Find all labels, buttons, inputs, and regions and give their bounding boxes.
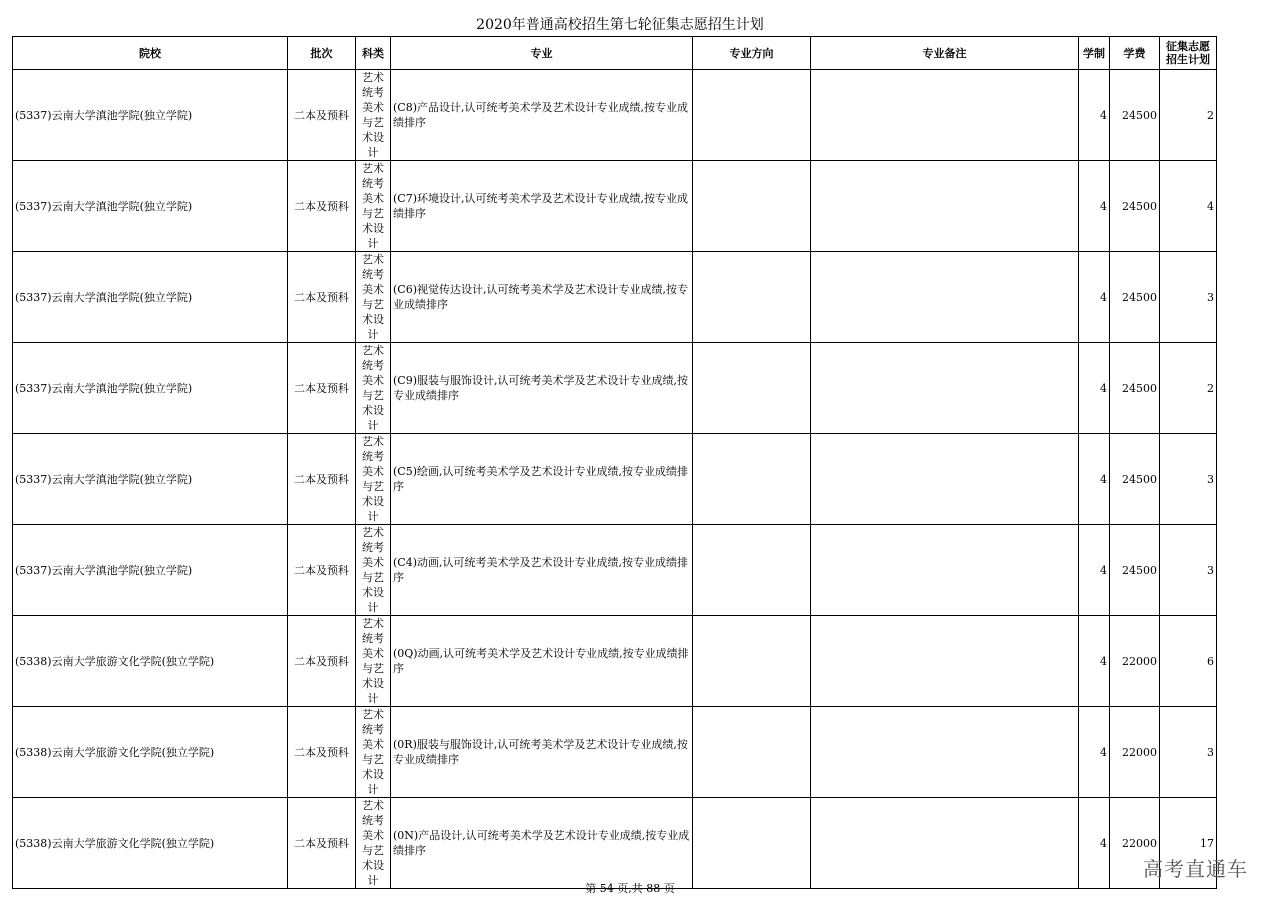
cell-plan: 2	[1160, 343, 1217, 434]
cell-category: 艺术统考美术与艺术设计	[356, 798, 391, 889]
cell-duration: 4	[1079, 798, 1110, 889]
cell-plan: 3	[1160, 252, 1217, 343]
table-row	[13, 434, 1217, 525]
cell-category: 艺术统考美术与艺术设计	[356, 707, 391, 798]
cell-remarks	[811, 616, 1079, 707]
cell-duration: 4	[1079, 707, 1110, 798]
cell-direction	[693, 252, 811, 343]
watermark-text: 高考直通车	[1143, 857, 1248, 881]
cell-direction	[693, 616, 811, 707]
cell-tuition: 22000	[1110, 707, 1160, 798]
cell-major: (0R)服装与服饰设计,认可统考美术学及艺术设计专业成绩,按专业成绩排序	[391, 707, 693, 798]
table-row	[13, 707, 1217, 798]
cell-major: (C4)动画,认可统考美术学及艺术设计专业成绩,按专业成绩排序	[391, 525, 693, 616]
cell-major: (0Q)动画,认可统考美术学及艺术设计专业成绩,按专业成绩排序	[391, 616, 693, 707]
cell-batch: 二本及预科	[288, 525, 356, 616]
table-row	[13, 525, 1217, 616]
cell-direction	[693, 434, 811, 525]
table-row	[13, 252, 1217, 343]
cell-school: (5337)云南大学滇池学院(独立学院)	[13, 70, 288, 161]
cell-remarks	[811, 252, 1079, 343]
cell-direction	[693, 707, 811, 798]
table-row	[13, 616, 1217, 707]
cell-category: 艺术统考美术与艺术设计	[356, 161, 391, 252]
cell-direction	[693, 343, 811, 434]
cell-duration: 4	[1079, 161, 1110, 252]
cell-tuition: 24500	[1110, 161, 1160, 252]
cell-tuition: 24500	[1110, 434, 1160, 525]
cell-tuition: 24500	[1110, 525, 1160, 616]
cell-direction	[693, 798, 811, 889]
cell-direction	[693, 525, 811, 616]
cell-school: (5337)云南大学滇池学院(独立学院)	[13, 525, 288, 616]
header-direction: 专业方向	[693, 37, 811, 70]
header-remarks: 专业备注	[811, 37, 1079, 70]
cell-duration: 4	[1079, 616, 1110, 707]
cell-school: (5337)云南大学滇池学院(独立学院)	[13, 434, 288, 525]
cell-plan: 6	[1160, 616, 1217, 707]
cell-batch: 二本及预科	[288, 798, 356, 889]
cell-category: 艺术统考美术与艺术设计	[356, 434, 391, 525]
cell-school: (5338)云南大学旅游文化学院(独立学院)	[13, 798, 288, 889]
cell-category: 艺术统考美术与艺术设计	[356, 343, 391, 434]
cell-major: (C8)产品设计,认可统考美术学及艺术设计专业成绩,按专业成绩排序	[391, 70, 693, 161]
cell-school: (5338)云南大学旅游文化学院(独立学院)	[13, 616, 288, 707]
table-row	[13, 70, 1217, 161]
cell-major: (C9)服装与服饰设计,认可统考美术学及艺术设计专业成绩,按专业成绩排序	[391, 343, 693, 434]
cell-plan: 17	[1160, 798, 1217, 889]
header-tuition: 学费	[1110, 37, 1160, 70]
cell-plan: 4	[1160, 161, 1217, 252]
enrollment-plan-table	[12, 36, 1217, 889]
cell-duration: 4	[1079, 343, 1110, 434]
cell-duration: 4	[1079, 70, 1110, 161]
cell-duration: 4	[1079, 434, 1110, 525]
cell-plan: 3	[1160, 434, 1217, 525]
header-plan: 征集志愿招生计划	[1160, 37, 1217, 70]
cell-school: (5337)云南大学滇池学院(独立学院)	[13, 252, 288, 343]
cell-school: (5337)云南大学滇池学院(独立学院)	[13, 343, 288, 434]
header-major: 专业	[391, 37, 693, 70]
header-school: 院校	[13, 37, 288, 70]
document-title: 2020年普通高校招生第七轮征集志愿招生计划	[476, 17, 764, 33]
cell-tuition: 22000	[1110, 798, 1160, 889]
table-row	[13, 798, 1217, 889]
cell-major: (C7)环境设计,认可统考美术学及艺术设计专业成绩,按专业成绩排序	[391, 161, 693, 252]
header-batch: 批次	[288, 37, 356, 70]
cell-category: 艺术统考美术与艺术设计	[356, 252, 391, 343]
cell-batch: 二本及预科	[288, 252, 356, 343]
cell-tuition: 24500	[1110, 343, 1160, 434]
table-row	[13, 343, 1217, 434]
cell-tuition: 24500	[1110, 70, 1160, 161]
table-header-row	[13, 37, 1217, 70]
cell-remarks	[811, 343, 1079, 434]
cell-batch: 二本及预科	[288, 616, 356, 707]
cell-remarks	[811, 434, 1079, 525]
cell-batch: 二本及预科	[288, 161, 356, 252]
cell-tuition: 22000	[1110, 616, 1160, 707]
header-category: 科类	[356, 37, 391, 70]
cell-major: (C6)视觉传达设计,认可统考美术学及艺术设计专业成绩,按专业成绩排序	[391, 252, 693, 343]
cell-plan: 3	[1160, 525, 1217, 616]
cell-remarks	[811, 707, 1079, 798]
cell-category: 艺术统考美术与艺术设计	[356, 70, 391, 161]
cell-category: 艺术统考美术与艺术设计	[356, 525, 391, 616]
cell-remarks	[811, 525, 1079, 616]
cell-school: (5338)云南大学旅游文化学院(独立学院)	[13, 707, 288, 798]
cell-remarks	[811, 161, 1079, 252]
cell-plan: 2	[1160, 70, 1217, 161]
cell-major: (0N)产品设计,认可统考美术学及艺术设计专业成绩,按专业成绩排序	[391, 798, 693, 889]
cell-direction	[693, 70, 811, 161]
cell-major: (C5)绘画,认可统考美术学及艺术设计专业成绩,按专业成绩排序	[391, 434, 693, 525]
page-footer: 第 54 页,共 88 页	[585, 882, 675, 895]
cell-remarks	[811, 70, 1079, 161]
cell-tuition: 24500	[1110, 252, 1160, 343]
cell-plan: 3	[1160, 707, 1217, 798]
cell-direction	[693, 161, 811, 252]
cell-duration: 4	[1079, 525, 1110, 616]
cell-school: (5337)云南大学滇池学院(独立学院)	[13, 161, 288, 252]
table-row	[13, 161, 1217, 252]
cell-batch: 二本及预科	[288, 434, 356, 525]
cell-remarks	[811, 798, 1079, 889]
cell-batch: 二本及预科	[288, 707, 356, 798]
cell-batch: 二本及预科	[288, 343, 356, 434]
cell-category: 艺术统考美术与艺术设计	[356, 616, 391, 707]
header-duration: 学制	[1079, 37, 1110, 70]
cell-duration: 4	[1079, 252, 1110, 343]
cell-batch: 二本及预科	[288, 70, 356, 161]
